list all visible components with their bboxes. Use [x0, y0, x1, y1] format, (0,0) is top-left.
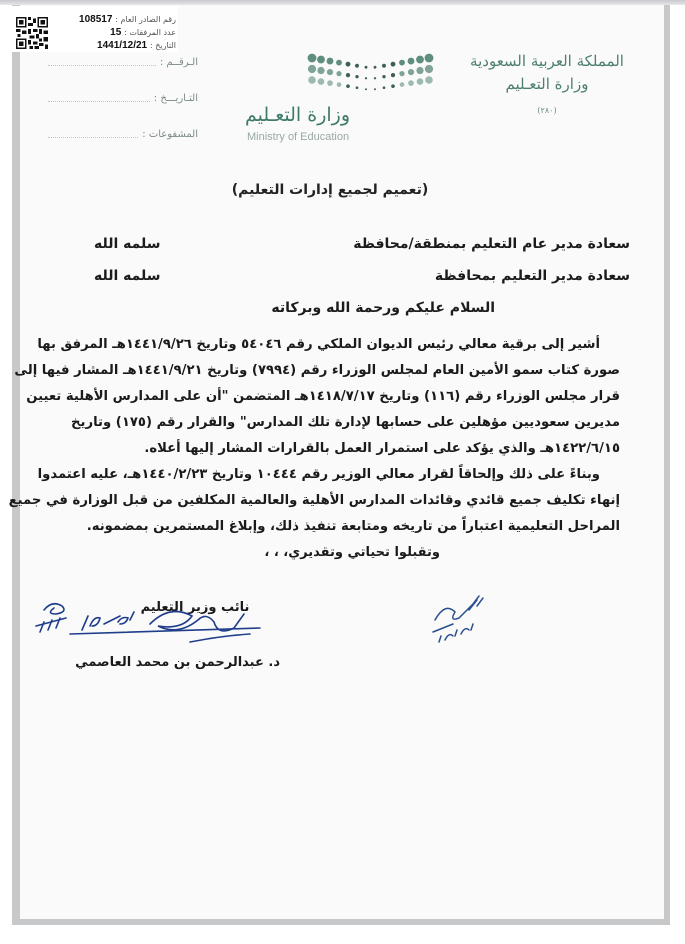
- logo-dot: [317, 56, 325, 64]
- addressee: سعادة مدير التعليم بمحافظة: [434, 268, 630, 284]
- form-code: (٢٨٠): [537, 106, 557, 115]
- logo-dot: [383, 86, 386, 89]
- paragraph1-line: أشير إلى برقية معالي رئيس الديوان الملكي رقم ٥٤٠٤٦ وتاريخ ١٤٤١/٩/٢٦هـ المرفق بها: [37, 337, 600, 352]
- field-date: [48, 90, 198, 106]
- logo-dot: [416, 67, 423, 74]
- logo-dot: [356, 86, 359, 89]
- logo-dot: [355, 64, 359, 68]
- addressee-row: [80, 268, 630, 290]
- salutation: سلمه الله: [94, 268, 161, 284]
- signatory-name: د. عبدالرحمن بن محمد العاصمي: [75, 655, 280, 670]
- ministry-logo-icon: [306, 52, 436, 96]
- stamp-value: 15: [110, 27, 122, 38]
- logo-dot: [327, 69, 333, 75]
- field-number: [48, 54, 198, 70]
- addressee-row: [80, 236, 630, 258]
- paragraph2-line: المراحل التعليمية اعتباراً من تاريخه ومتابعة تنفيذ ذلك، وإبلاغ المستمرين بمضمونه.: [86, 519, 620, 534]
- letter-subject: (تعميم لجميع إدارات التعليم): [231, 182, 429, 198]
- logo-dot: [308, 54, 317, 63]
- logo-dot: [408, 58, 415, 65]
- field-dotted-line: [48, 101, 150, 102]
- paragraph1-line: ١٤٢٢/٦/١٥هـ والذي يؤكد على استمرار العمل بالقرارات المشار إليها أعلاه.: [144, 441, 620, 456]
- salutation: سلمه الله: [94, 236, 161, 252]
- logo-dot: [346, 73, 350, 77]
- logo-dot: [374, 88, 376, 90]
- stamp-date: [58, 40, 176, 52]
- logo-dot: [425, 54, 434, 63]
- logo-dot: [391, 62, 396, 67]
- stamp-label: رقم الصادر العام :: [115, 15, 176, 24]
- logo-dot: [355, 75, 358, 78]
- closing-line: وتقبلوا تحياتي وتقديري، ، ،: [264, 545, 440, 560]
- logo-dot: [382, 75, 385, 78]
- stamp-attachments-count: [58, 27, 176, 39]
- logo-dot: [425, 76, 433, 84]
- field-dotted-line: [48, 65, 156, 66]
- logo-dot: [336, 71, 341, 76]
- paragraph2-line: وبناءً على ذلك وإلحاقاً لقرار معالي الوزير رقم ١٠٤٤٤ وتاريخ ١٤٤٠/٢/٢٣هـ، عليه اعتمدوا: [37, 467, 600, 482]
- outgoing-stamp: [0, 6, 178, 52]
- handwritten-signature: [30, 598, 280, 658]
- logo-dot: [391, 84, 395, 88]
- qr-code-icon: [16, 16, 48, 50]
- logo-dot: [408, 80, 414, 86]
- logo-dot: [327, 58, 334, 65]
- logo-dot: [346, 62, 351, 67]
- logo-dot: [365, 88, 367, 90]
- logo-dot: [336, 60, 342, 66]
- logo-dot: [308, 76, 316, 84]
- logo-english-text: Ministry of Education: [247, 131, 350, 143]
- logo-dot: [399, 60, 405, 66]
- letter-page: [8, 5, 670, 925]
- ministry-name: وزارة التعـليم: [505, 75, 589, 93]
- logo-dot: [374, 77, 376, 79]
- logo-dot: [318, 78, 325, 85]
- stamp-value: 108517: [79, 14, 113, 25]
- field-dotted-line: [48, 137, 138, 138]
- kingdom-name: المملكة العربية السعودية: [470, 52, 624, 70]
- logo-dot: [425, 65, 433, 73]
- addressee: سعادة مدير عام التعليم بمنطقة/محافظة: [353, 236, 630, 252]
- logo-dot: [416, 56, 424, 64]
- paragraph1-line: قرار مجلس الوزراء رقم (١١٦) وتاريخ ١٤١٨/٧/١٧هـ المتضمن "أن على المدارس الأهلية تعيين: [26, 389, 620, 404]
- logo-dot: [365, 66, 368, 69]
- stamp-label: عدد المرفقات :: [124, 28, 176, 37]
- logo-dot: [346, 84, 350, 88]
- greeting: السلام عليكم ورحمة الله وبركاته: [271, 300, 495, 316]
- letterhead: [467, 50, 627, 126]
- logo-arabic-text: وزارة التعـليم: [245, 104, 351, 126]
- stamp-outgoing-number: [58, 14, 176, 26]
- field-attachments: [48, 126, 198, 142]
- logo-dot: [337, 82, 342, 87]
- logo-dot: [400, 82, 405, 87]
- handwritten-initials: [425, 590, 505, 650]
- logo-dot: [399, 71, 404, 76]
- logo-dot: [408, 69, 414, 75]
- paragraph1-line: صورة كتاب سمو الأمين العام لمجلس الوزراء رقم (٧٩٩٤) وتاريخ ١٤٤١/٩/٢١هـ المشار فيها إلى: [14, 363, 620, 378]
- paragraph2-line: إنهاء تكليف جميع قائدي وقائدات المدارس الأهلية والعالمية المكلفين من قبل الوزارة في جميع: [8, 493, 620, 508]
- logo-dot: [417, 78, 424, 85]
- logo-dot: [327, 80, 333, 86]
- logo-dot: [308, 65, 316, 73]
- logo-dot: [391, 73, 395, 77]
- logo-dot: [374, 66, 377, 69]
- signatory-title: نائب وزير التعليم: [140, 600, 250, 615]
- paragraph1-line: مديرين سعوديين مؤهلين على حسابها لإدارة تلك المدارس" والقرار رقم (١٧٥) وتاريخ: [71, 415, 620, 430]
- stamp-value: 1441/12/21: [97, 40, 148, 51]
- field-label: المشفوعات :: [142, 128, 198, 140]
- logo-dot: [382, 64, 386, 68]
- logo-dot: [317, 67, 324, 74]
- field-label: الـرقــم :: [159, 56, 198, 68]
- field-label: التـاريـــخ :: [153, 92, 198, 104]
- stamp-label: التاريخ :: [149, 41, 176, 50]
- logo-dot: [365, 77, 367, 79]
